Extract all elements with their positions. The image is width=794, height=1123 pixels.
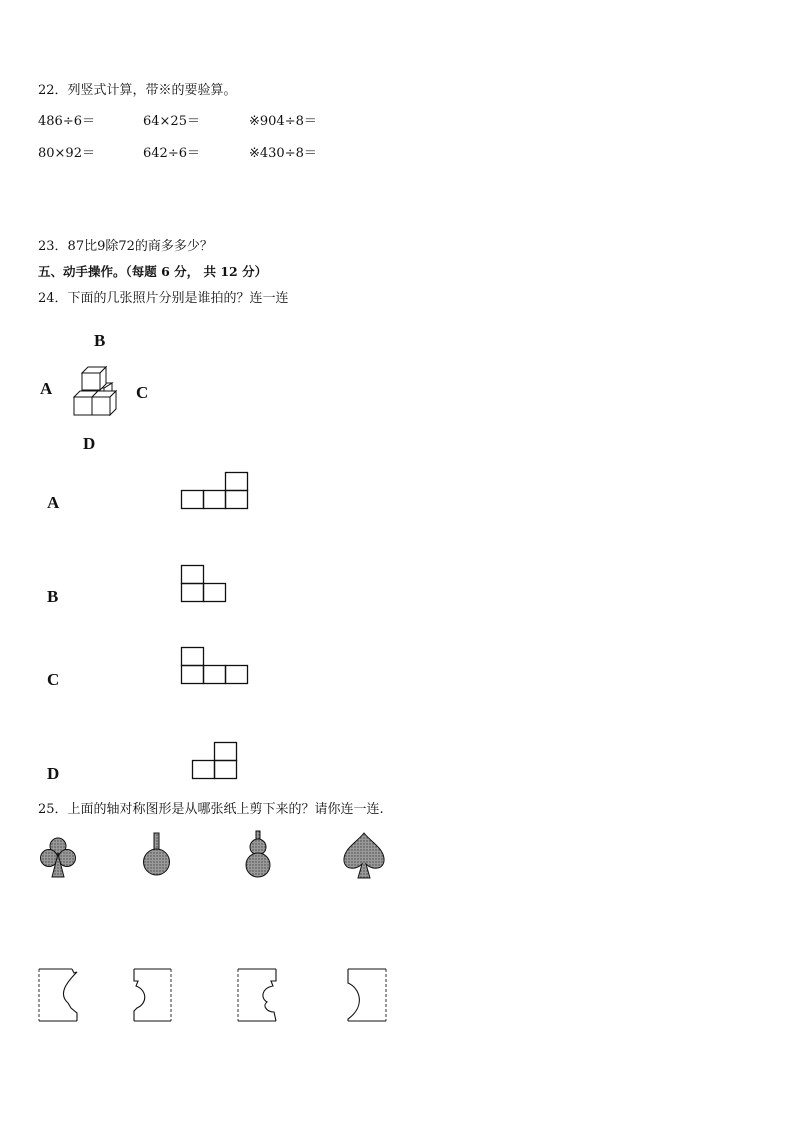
q25-shapes <box>0 825 400 885</box>
q23-text: 23．87比9除72的商多多少？ <box>38 239 213 254</box>
gourd-icon <box>246 831 270 877</box>
spade-icon <box>344 833 384 878</box>
q22-item-6: ※430÷8＝ <box>249 146 317 161</box>
view-a-grid <box>178 468 252 512</box>
q22-item-3: ※904÷8＝ <box>249 114 317 129</box>
q22-title: 22．列竖式计算，带※的要验算。 <box>38 83 237 98</box>
view-d-grid <box>189 739 241 783</box>
paper-cut-2 <box>134 969 171 1021</box>
view-c-grid <box>178 644 252 688</box>
q25-title: 25．上面的轴对称图形是从哪张纸上剪下来的？请你连一连. <box>38 802 384 817</box>
paper-cut-1 <box>39 969 77 1021</box>
position-label-c: C <box>136 383 149 402</box>
q24-title: 24．下面的几张照片分别是谁拍的？连一连 <box>38 291 289 306</box>
section-5-heading: 五、动手操作。（每题 6 分， 共 12 分） <box>38 264 268 279</box>
q22-item-4: 80×92＝ <box>38 146 95 161</box>
bottle-icon <box>144 833 170 875</box>
q22-item-1: 486÷6＝ <box>38 114 95 129</box>
q22-item-5: 642÷6＝ <box>143 146 200 161</box>
view-label-c: C <box>47 670 60 689</box>
position-label-a: A <box>40 379 53 398</box>
cube-stack-icon <box>70 362 122 418</box>
view-label-a: A <box>47 493 60 512</box>
position-label-d: D <box>83 434 96 453</box>
paper-cut-4 <box>348 969 386 1021</box>
club-icon <box>41 838 76 877</box>
q25-papers <box>0 962 400 1026</box>
view-label-d: D <box>47 764 60 783</box>
view-label-b: B <box>47 587 59 606</box>
q22-item-2: 64×25＝ <box>143 114 200 129</box>
paper-cut-3 <box>238 969 276 1021</box>
view-b-grid <box>178 562 230 606</box>
position-label-b: B <box>94 331 106 350</box>
